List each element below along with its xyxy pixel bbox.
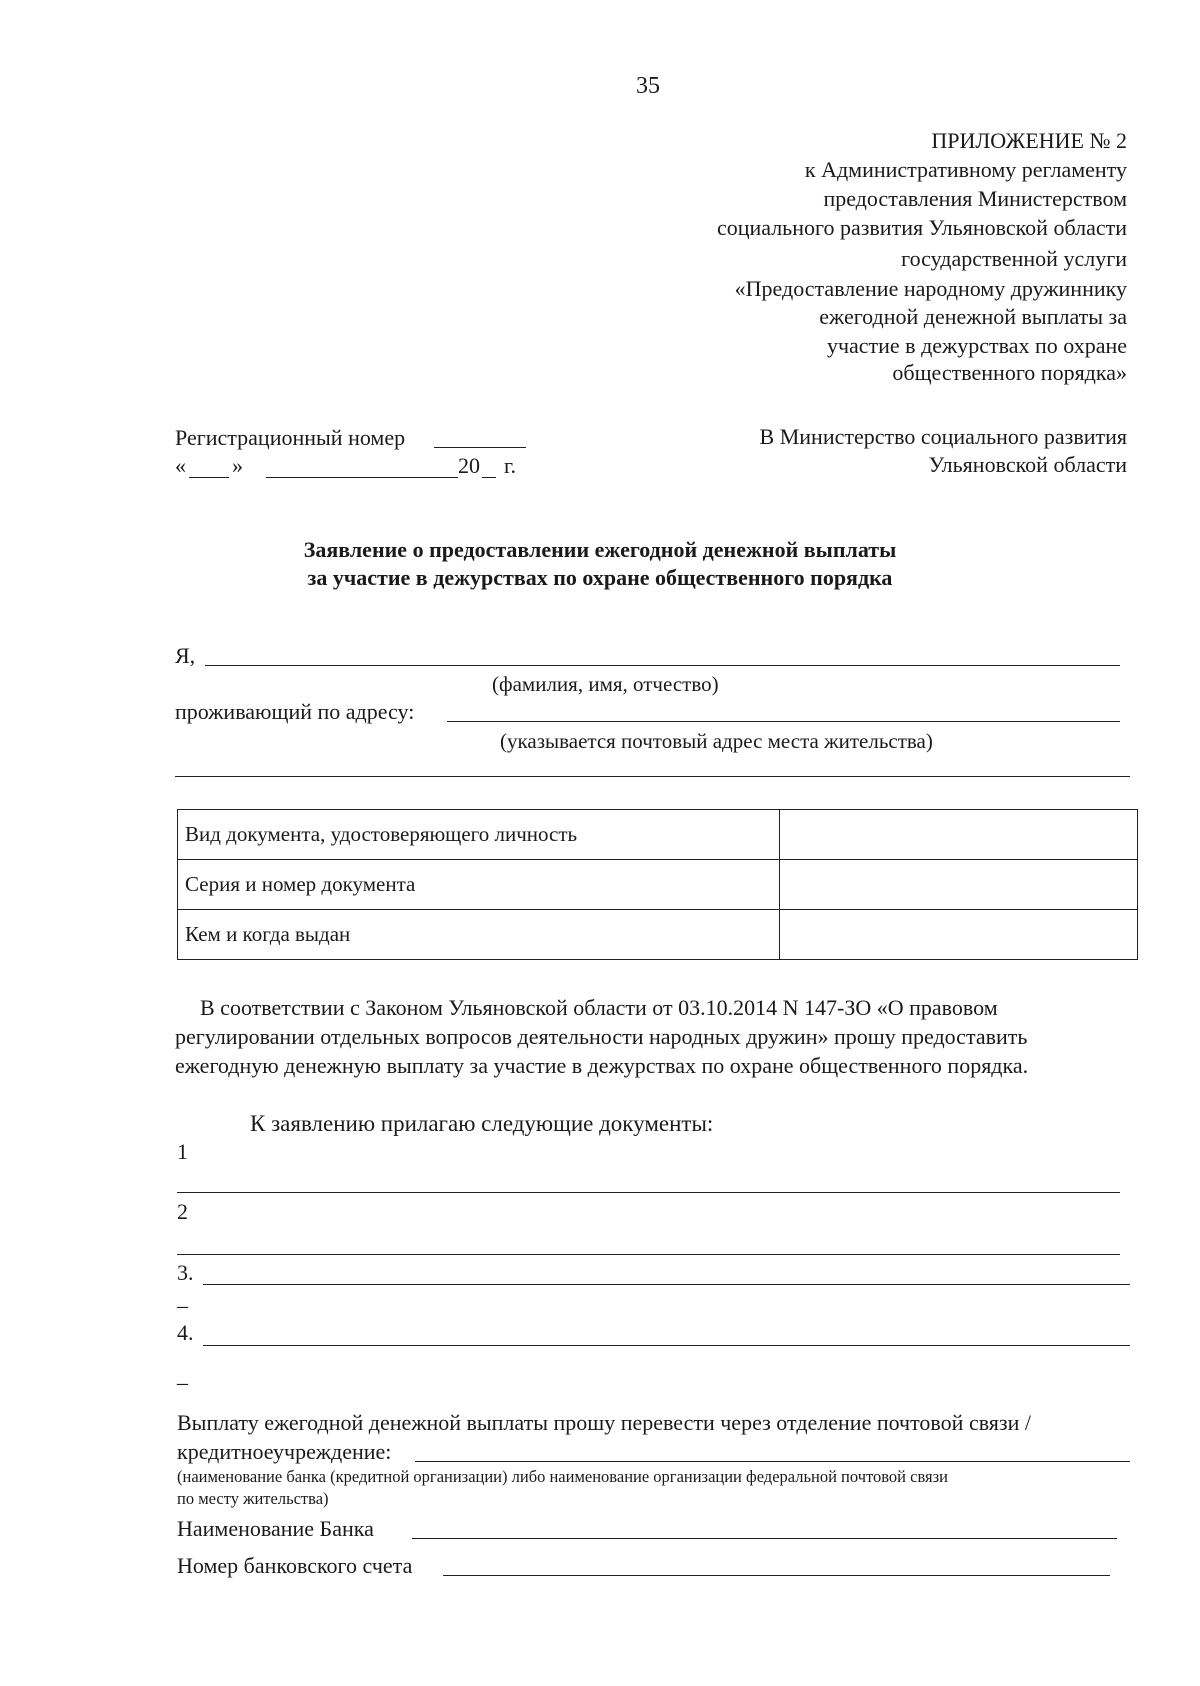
payment-institution-label: кредитноеучреждение:: [177, 1439, 392, 1464]
page-number: 35: [636, 73, 660, 99]
attachment-field-3[interactable]: [203, 1284, 1130, 1285]
table-row: [178, 810, 1138, 860]
attachment-number-4: 4.: [177, 1320, 194, 1345]
date-close-quote: »: [232, 453, 243, 478]
full-name-field[interactable]: [205, 665, 1120, 666]
registration-label: Регистрационный номер: [175, 425, 406, 450]
address-hint: (указывается почтовый адрес места жительства): [500, 729, 933, 753]
bank-name-field[interactable]: [412, 1538, 1117, 1539]
appendix-line: к Административному регламенту: [804, 157, 1127, 182]
bank-account-label: Номер банковского счета: [177, 1553, 413, 1578]
attachment-field-2[interactable]: [177, 1254, 1120, 1255]
appendix-line: социального развития Ульяновской области: [716, 215, 1127, 240]
bank-account-field[interactable]: [443, 1575, 1110, 1576]
attachment-number-3: 3.: [177, 1260, 194, 1285]
payment-line-1: Выплату ежегодной денежной выплаты прошу перевести через отделение почтовой связи /: [177, 1410, 1032, 1435]
identity-document-table: [177, 809, 1138, 960]
addressee-line-2: Ульяновской области: [928, 452, 1127, 477]
body-line-2: регулировании отдельных вопросов деятельности народных дружин» прошу предоставить: [175, 1024, 1028, 1049]
appendix-title: ПРИЛОЖЕНИЕ № 2: [931, 128, 1127, 153]
appendix-line: участие в дежурствах по охране: [826, 333, 1127, 358]
date-day-field[interactable]: [189, 477, 229, 478]
document-title-line-2: за участие в дежурствах по охране общественного порядка: [307, 565, 893, 590]
date-year-suffix: г.: [504, 453, 517, 478]
table-row: [178, 860, 1138, 910]
appendix-line: предоставления Министерством: [823, 186, 1127, 211]
attachments-heading: К заявлению прилагаю следующие документы:: [250, 1111, 714, 1136]
applicant-i-label: Я,: [175, 643, 196, 668]
bank-name-label: Наименование Банка: [177, 1516, 374, 1541]
document-issued-value[interactable]: [780, 910, 1138, 960]
appendix-line: «Предоставление народному дружиннику: [734, 276, 1127, 301]
appendix-line: ежегодной денежной выплаты за: [819, 304, 1127, 329]
table-row: [178, 910, 1138, 960]
date-open-quote: «: [175, 453, 186, 478]
attachment-field-1[interactable]: [177, 1192, 1120, 1193]
body-line-1: В соответствии с Законом Ульяновской области от 03.10.2014 N 147-ЗО «О правовом: [200, 995, 998, 1020]
appendix-line: общественного порядка»: [892, 360, 1127, 385]
document-series-label: Серия и номер документа: [178, 860, 780, 910]
date-month-field[interactable]: [266, 477, 458, 478]
addressee-line-1: В Министерство социального развития: [759, 424, 1127, 449]
address-field-continuation[interactable]: [175, 776, 1130, 777]
payment-note-1: (наименование банка (кредитной организации) либо наименование организации федеральной почтовой связи: [177, 1467, 948, 1486]
date-year-field[interactable]: [482, 477, 496, 478]
address-field[interactable]: [447, 721, 1120, 722]
payment-institution-field[interactable]: [415, 1461, 1130, 1462]
attachment-number-2: 2: [177, 1199, 188, 1224]
appendix-line: государственной услуги: [901, 246, 1127, 271]
document-type-value[interactable]: [780, 810, 1138, 860]
document-title-line-1: Заявление о предоставлении ежегодной денежной выплаты: [303, 537, 897, 562]
full-name-hint: (фамилия, имя, отчество): [492, 672, 719, 696]
document-series-value[interactable]: [780, 860, 1138, 910]
document-issued-label: Кем и когда выдан: [178, 910, 780, 960]
body-line-3: ежегодную денежную выплату за участие в дежурствах по охране общественного порядка.: [175, 1053, 1029, 1078]
attachment-number-1: 1: [177, 1139, 188, 1164]
attachment-dash-3: _: [177, 1285, 188, 1310]
address-label: проживающий по адресу:: [175, 699, 415, 724]
registration-number-field[interactable]: [434, 447, 526, 448]
date-year-prefix: 20: [458, 453, 480, 478]
payment-note-2: по месту жительства): [177, 1489, 329, 1508]
document-type-label: Вид документа, удостоверяющего личность: [178, 810, 780, 860]
attachment-dash-4: _: [177, 1362, 188, 1387]
attachment-field-4[interactable]: [203, 1345, 1130, 1346]
